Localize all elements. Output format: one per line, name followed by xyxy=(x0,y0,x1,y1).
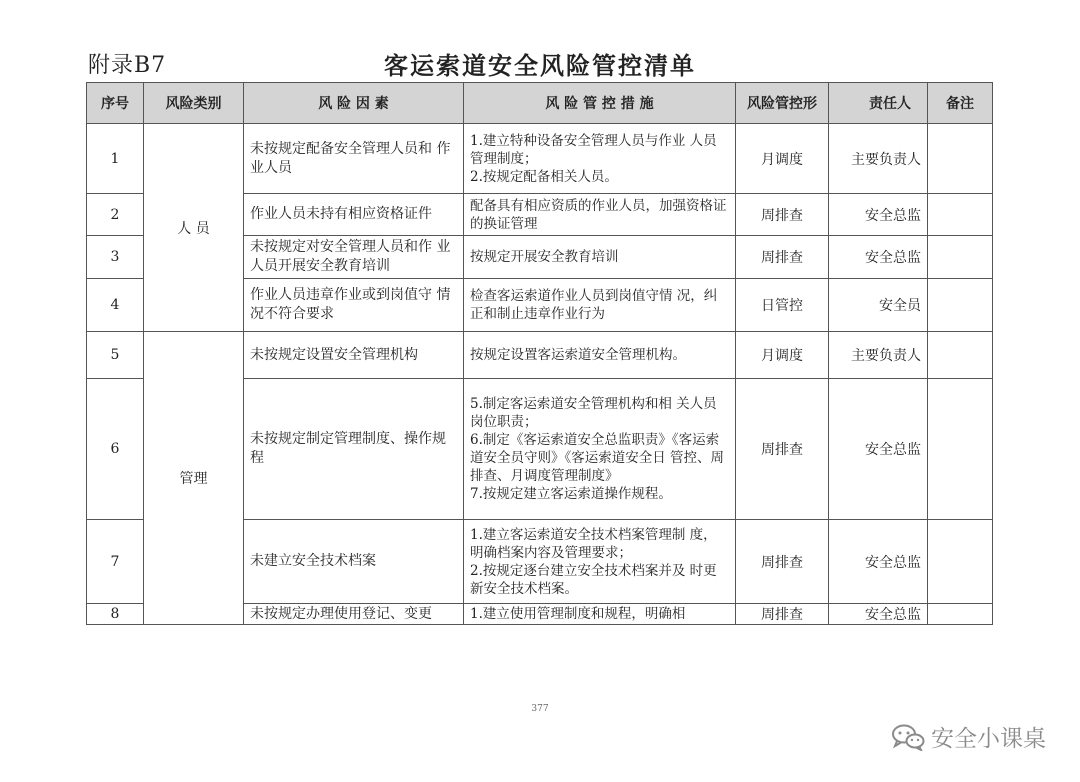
responsible-person: 主要负责人 xyxy=(829,332,928,379)
col-header-category: 风险类别 xyxy=(144,83,244,124)
page-title: 客运索道安全风险管控清单 xyxy=(384,52,696,80)
responsible-person: 安全总监 xyxy=(829,194,928,236)
measure-line: 1.建立使用管理制度和规程，明确相 xyxy=(470,606,686,622)
row-number: 7 xyxy=(87,520,144,604)
category-management: 管理 xyxy=(144,332,244,625)
note xyxy=(928,124,993,194)
responsible-person: 安全总监 xyxy=(829,379,928,520)
row-number: 4 xyxy=(87,279,144,332)
col-header-factor: 风 险 因 素 xyxy=(244,83,464,124)
col-header-measures: 风 险 管 控 措 施 xyxy=(464,83,736,124)
row-number: 6 xyxy=(87,379,144,520)
control-form: 周排查 xyxy=(736,236,829,279)
risk-factor: 未建立安全技术档案 xyxy=(244,520,464,604)
wechat-icon xyxy=(891,723,925,751)
measure-line: 2.按规定逐台建立安全技术档案并及 时更新安全技术档案。 xyxy=(470,562,717,597)
control-measures xyxy=(464,124,736,194)
control-form: 日管控 xyxy=(736,279,829,332)
measure-line: 7.按规定建立客运索道操作规程。 xyxy=(470,486,672,502)
risk-factor: 未按规定设置安全管理机构 xyxy=(244,332,464,379)
table-row xyxy=(87,332,993,379)
control-form: 周排查 xyxy=(736,379,829,520)
row-number: 2 xyxy=(87,194,144,236)
responsible-person: 主要负责人 xyxy=(829,124,928,194)
risk-factor: 未按规定配备安全管理人员和 作业人员 xyxy=(244,124,464,194)
note xyxy=(928,194,993,236)
measure-line: 1.建立特种设备安全管理人员与作业 人员管理制度； xyxy=(470,132,717,167)
note xyxy=(928,604,993,625)
appendix-label: 附录B7 xyxy=(88,53,167,78)
control-measures xyxy=(464,194,736,236)
risk-factor: 未按规定制定管理制度、操作规程 xyxy=(244,379,464,520)
risk-factor: 作业人员违章作业或到岗值守 情况不符合要求 xyxy=(244,279,464,332)
note xyxy=(928,379,993,520)
control-form: 月调度 xyxy=(736,332,829,379)
col-header-note: 备注 xyxy=(928,83,993,124)
watermark xyxy=(891,720,1046,753)
row-number: 1 xyxy=(87,124,144,194)
control-measures xyxy=(464,236,736,279)
responsible-person: 安全总监 xyxy=(829,520,928,604)
row-number: 3 xyxy=(87,236,144,279)
responsible-person: 安全员 xyxy=(829,279,928,332)
responsible-person: 安全总监 xyxy=(829,604,928,625)
risk-factor: 未按规定办理使用登记、变更 xyxy=(244,604,464,625)
control-measures xyxy=(464,332,736,379)
control-form: 周排查 xyxy=(736,194,829,236)
row-number: 8 xyxy=(87,604,144,625)
col-header-number: 序号 xyxy=(87,83,144,124)
control-measures xyxy=(464,604,736,625)
note xyxy=(928,520,993,604)
measure-line: 1.建立客运索道安全技术档案管理制 度，明确档案内容及管理要求； xyxy=(470,526,717,561)
control-measures xyxy=(464,379,736,520)
note xyxy=(928,236,993,279)
row-number: 5 xyxy=(87,332,144,379)
risk-factor: 未按规定对安全管理人员和作 业人员开展安全教育培训 xyxy=(244,236,464,279)
col-header-form: 风险管控形 xyxy=(736,83,829,124)
note xyxy=(928,279,993,332)
col-header-owner: 责任人 xyxy=(829,83,928,124)
measure-line: 6.制定《客运索道安全总监职责》《客运索道安全员守则》《客运索道安全日 管控、周排查、月调度管理制度》 xyxy=(470,432,725,484)
note xyxy=(928,332,993,379)
measure-line: 5.制定客运索道安全管理机构和相 关人员岗位职责； xyxy=(470,396,717,430)
category-personnel: 人 员 xyxy=(144,124,244,332)
risk-control-table xyxy=(86,82,993,625)
page-number: 377 xyxy=(531,704,549,714)
measure-line: 配备具有相应资质的作业人员，加强资格证的换证管理 xyxy=(470,197,727,232)
control-form: 周排查 xyxy=(736,604,829,625)
control-measures xyxy=(464,279,736,332)
measure-line: 按规定开展安全教育培训 xyxy=(470,249,619,265)
measure-line: 检查客运索道作业人员到岗值守情 况，纠正和制止违章作业行为 xyxy=(470,288,718,322)
measure-line: 按规定设置客运索道安全管理机构。 xyxy=(470,347,686,363)
table-row xyxy=(87,124,993,194)
watermark-text: 安全小课桌 xyxy=(931,726,1046,752)
measure-line: 2.按规定配备相关人员。 xyxy=(470,168,618,185)
responsible-person: 安全总监 xyxy=(829,236,928,279)
control-form: 月调度 xyxy=(736,124,829,194)
risk-factor: 作业人员未持有相应资格证件 xyxy=(244,194,464,236)
control-measures xyxy=(464,520,736,604)
control-form: 周排查 xyxy=(736,520,829,604)
table-header-row xyxy=(87,83,993,124)
